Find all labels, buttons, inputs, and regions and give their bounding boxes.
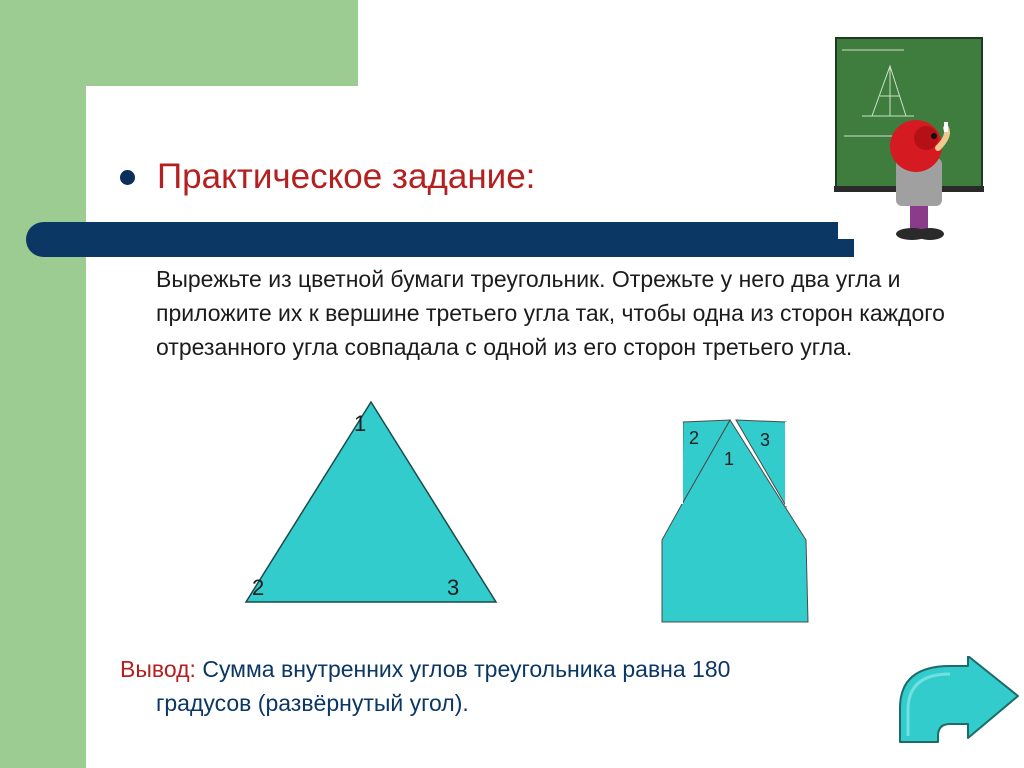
conclusion-text	[120, 652, 900, 720]
background-green-top	[0, 0, 358, 86]
bullet-icon	[120, 170, 135, 185]
folded-angle-3-label: 3	[760, 430, 771, 450]
triangle-angle-2-label: 2	[252, 575, 265, 600]
conclusion-label: Вывод:	[120, 656, 196, 682]
folded-angle-2-label: 2	[689, 428, 700, 448]
folded-angle-1-label: 1	[724, 449, 735, 469]
triangle-figure	[240, 400, 502, 606]
curved-arrow-right-icon[interactable]	[886, 656, 1022, 746]
title-row	[120, 152, 535, 202]
title-underline-bar	[26, 222, 838, 257]
slide-title: Практическое задание:	[157, 157, 536, 196]
triangle-shape	[246, 402, 496, 602]
triangle-angle-1-label: 1	[354, 411, 367, 436]
instruction-text: Вырежьте из цветной бумаги треугольник. Отрежьте у него два угла и приложите их к вершине третьего угла так, чтобы одна из сторон каждого отрезанного угла совпадала с одной из его сторон третьего угла.	[156, 266, 945, 360]
folded-angles-figure	[656, 414, 816, 628]
teacher-at-blackboard-icon	[834, 36, 984, 242]
conclusion-line-2: градусов (развёрнутый угол).	[156, 690, 469, 716]
background-green-left	[0, 0, 86, 768]
triangle-angle-3-label: 3	[447, 575, 460, 600]
conclusion-line-1: Сумма внутренних углов треугольника равна 180	[202, 656, 731, 682]
